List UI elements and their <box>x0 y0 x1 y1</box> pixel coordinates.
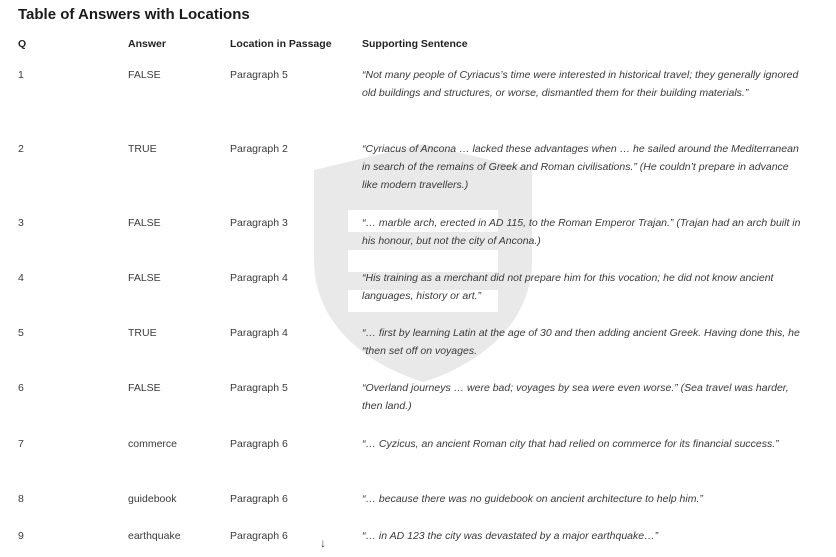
row-q: 7 <box>18 438 24 450</box>
row-sentence: “Not many people of Cyriacus’s time were interested in historical travel; they generally ignored old buildings and structures, or worse, dismantled them for their building materials.” <box>362 69 799 99</box>
row-q: 9 <box>18 530 24 542</box>
header-sentence: Supporting Sentence <box>362 38 468 50</box>
page-title: Table of Answers with Locations <box>18 6 250 23</box>
row-q: 4 <box>18 272 24 284</box>
row-location: Paragraph 5 <box>230 69 288 81</box>
row-answer: guidebook <box>128 493 177 505</box>
row-sentence: “… Cyzicus, an ancient Roman city that had relied on commerce for its financial success.” <box>362 438 779 450</box>
row-location: Paragraph 6 <box>230 438 288 450</box>
row-location: Paragraph 2 <box>230 143 288 155</box>
row-answer: earthquake <box>128 530 181 542</box>
row-location: Paragraph 6 <box>230 530 288 542</box>
row-q: 5 <box>18 327 24 339</box>
row-location: Paragraph 3 <box>230 217 288 229</box>
row-sentence: “… first by learning Latin at the age of 30 and then adding ancient Greek. Having done this, he “then set off on voyages. <box>362 327 800 357</box>
row-answer: TRUE <box>128 327 157 339</box>
row-sentence: “… in AD 123 the city was devastated by a major earthquake…” <box>362 530 659 542</box>
row-location: Paragraph 4 <box>230 272 288 284</box>
row-sentence: “Overland journeys … were bad; voyages by sea were even worse.” (Sea travel was harder, then land.) <box>362 382 789 412</box>
table-header <box>0 35 836 51</box>
row-location: Paragraph 4 <box>230 327 288 339</box>
row-q: 8 <box>18 493 24 505</box>
row-location: Paragraph 6 <box>230 493 288 505</box>
row-q: 6 <box>18 382 24 394</box>
row-answer: FALSE <box>128 272 161 284</box>
row-sentence: “His training as a merchant did not prepare him for this vocation; he did not know ancient languages, history or art.” <box>362 272 774 302</box>
row-sentence: “… because there was no guidebook on ancient architecture to help him.” <box>362 493 703 505</box>
row-sentence: “Cyriacus of Ancona … lacked these advantages when … he sailed around the Mediterranean in search of the remains of Greek and Roman civilisations.” (He couldn’t prepare in advance like modern travellers.) <box>362 143 799 191</box>
row-answer: TRUE <box>128 143 157 155</box>
row-q: 2 <box>18 143 24 155</box>
row-answer: FALSE <box>128 69 161 81</box>
row-q: 3 <box>18 217 24 229</box>
header-answer: Answer <box>128 38 166 50</box>
header-location: Location in Passage <box>230 38 332 50</box>
row-q: 1 <box>18 69 24 81</box>
row-sentence: “… marble arch, erected in AD 115, to the Roman Emperor Trajan.” (Trajan had an arch built in his honour, but not the city of Ancona.) <box>362 217 801 247</box>
row-answer: commerce <box>128 438 178 450</box>
row-location: Paragraph 5 <box>230 382 288 394</box>
row-answer: FALSE <box>128 217 161 229</box>
header-q: Q <box>18 38 27 50</box>
mouse-cursor-icon: ↓ <box>320 536 326 550</box>
row-answer: FALSE <box>128 382 161 394</box>
